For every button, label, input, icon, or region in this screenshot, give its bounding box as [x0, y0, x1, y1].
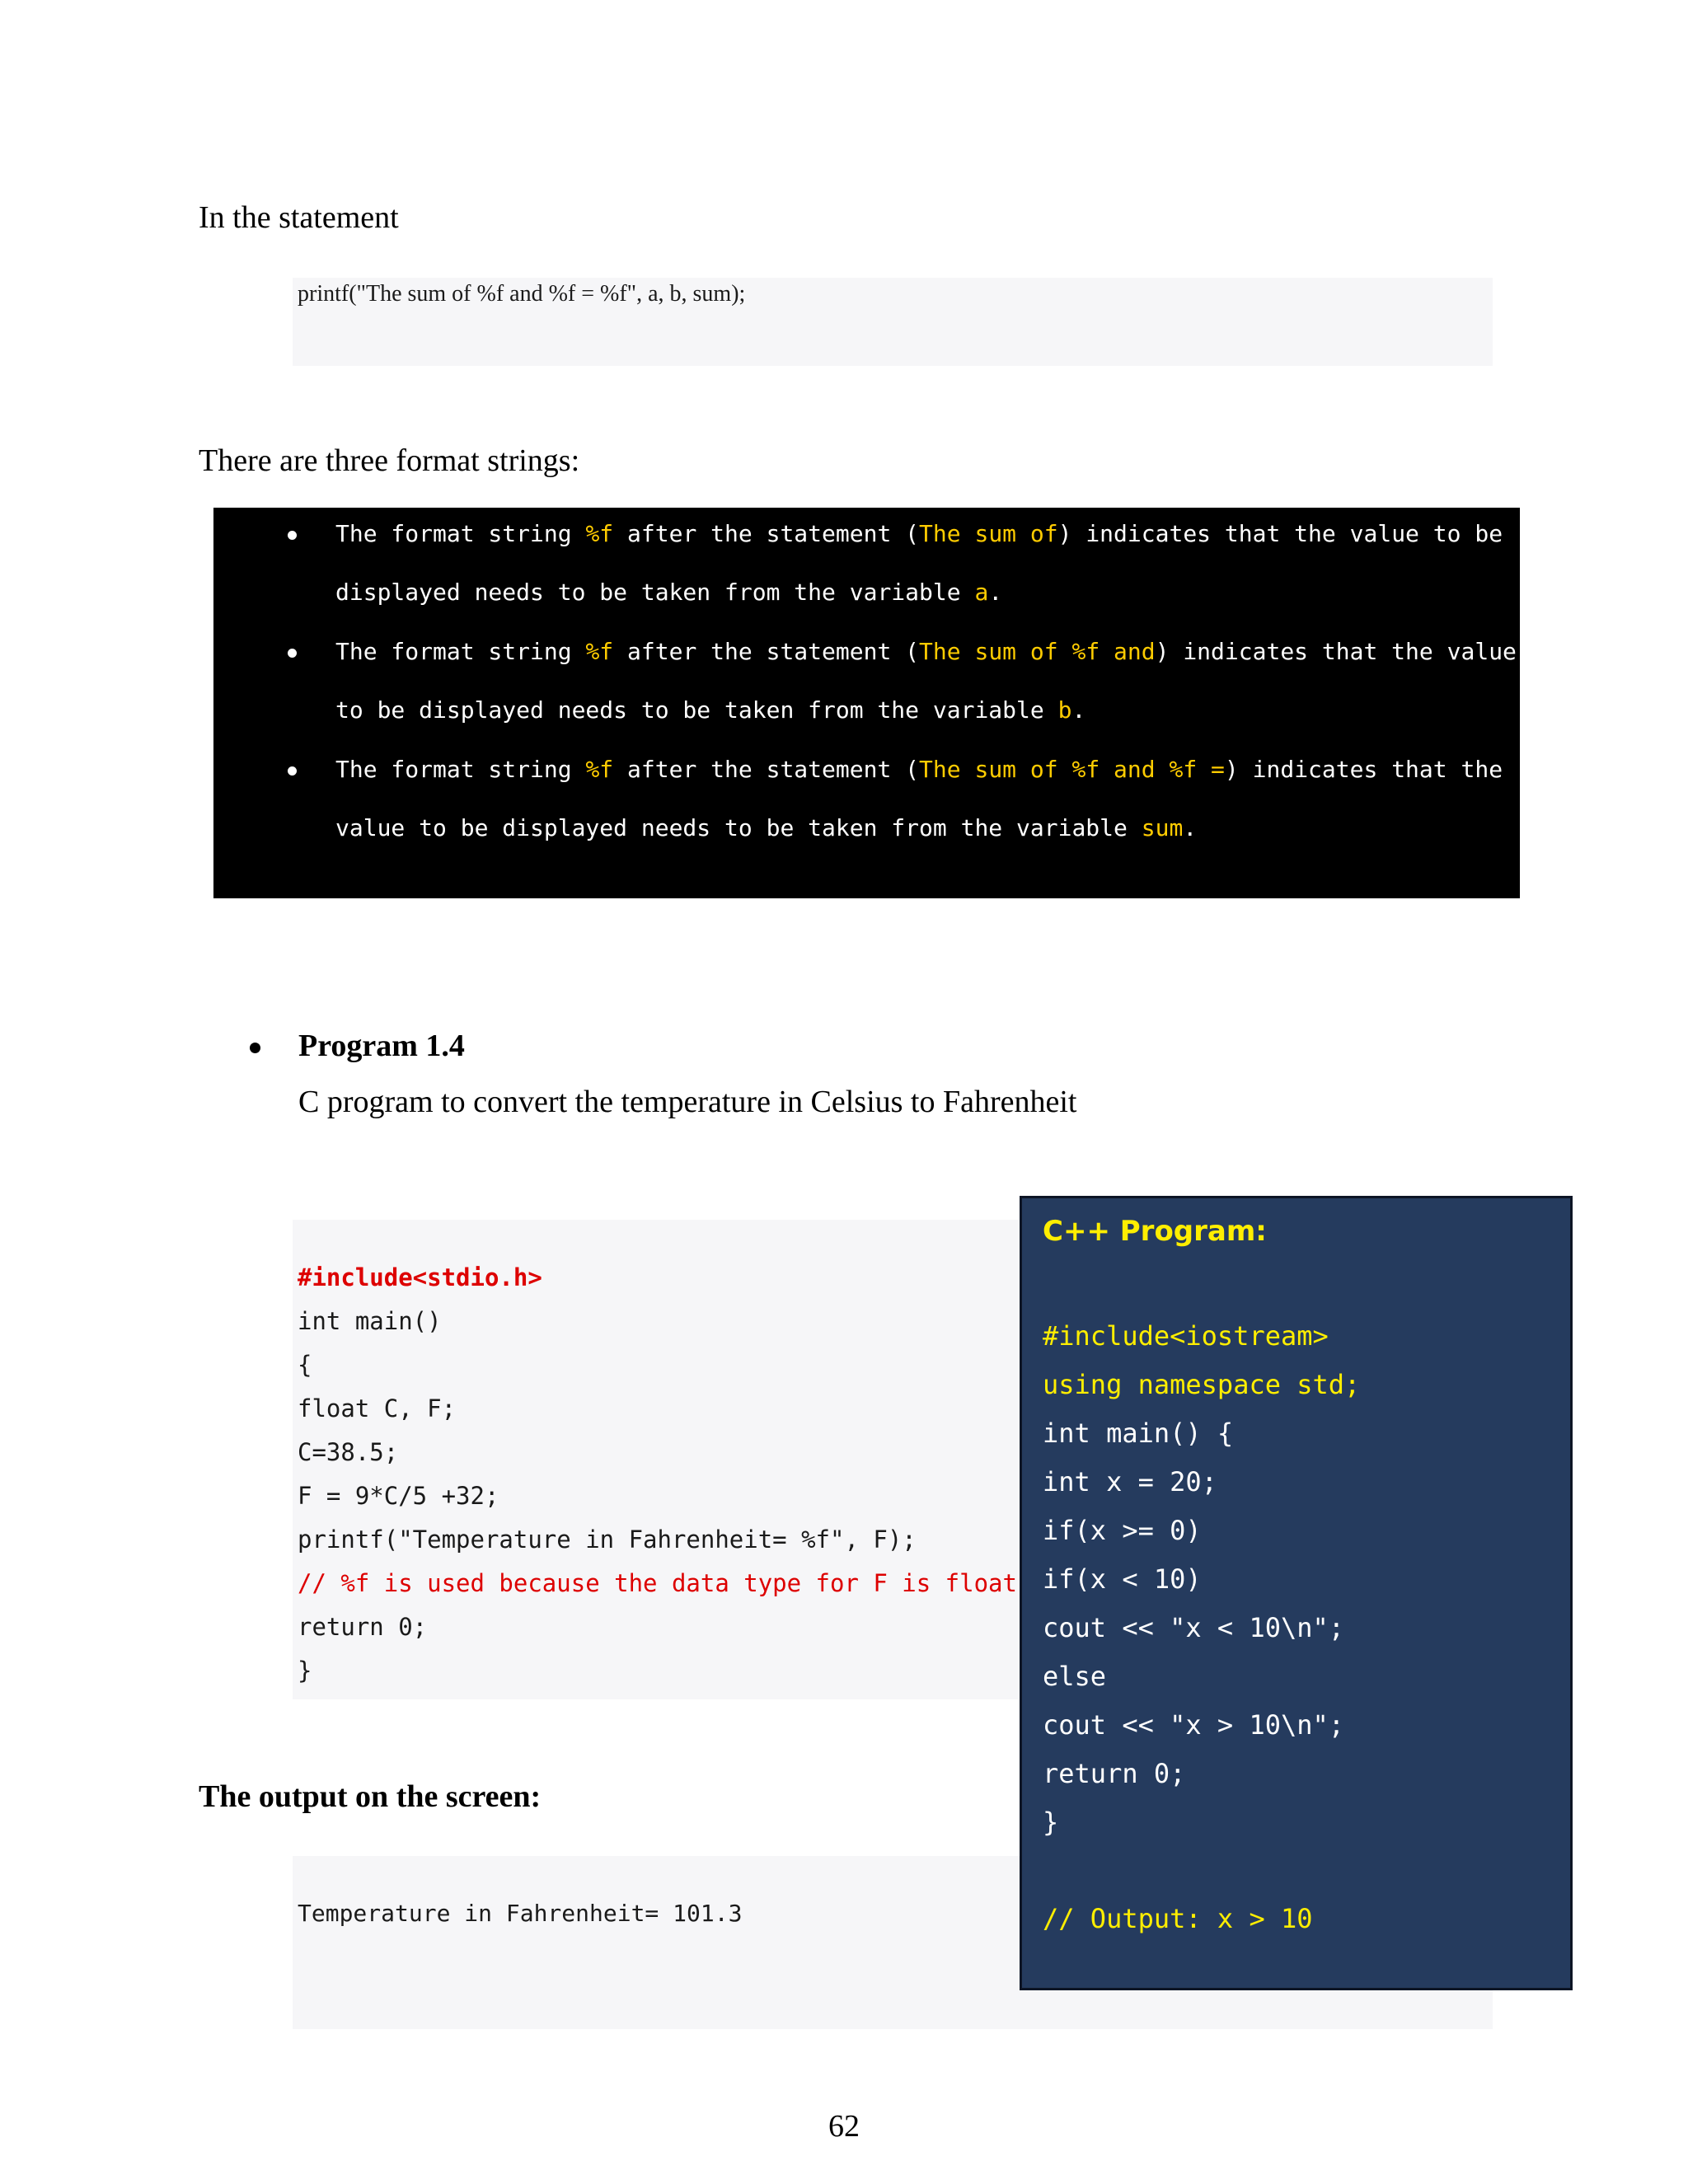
output-text: Temperature in Fahrenheit= 101.3 [298, 1900, 743, 1927]
format-strings-heading: There are three format strings: [199, 443, 580, 478]
code-line: { [298, 1351, 312, 1379]
code-line: C=38.5; [298, 1438, 399, 1466]
format-note-1-line-2: displayed needs to be taken from the variable a. [335, 579, 1003, 606]
program-description: C program to convert the temperature in Celsius to Fahrenheit [298, 1085, 1077, 1119]
intro-text: In the statement [199, 200, 399, 235]
code-line: return 0; [298, 1613, 428, 1641]
code-line: float C, F; [298, 1394, 457, 1422]
format-note-2-line-2: to be displayed needs to be taken from the variable b. [335, 696, 1086, 724]
bullet-icon [288, 649, 297, 658]
code-line: F = 9*C/5 +32; [298, 1482, 499, 1510]
format-note-2-line-1: The format string %f after the statement (The sum of %f and) indicates that the value [335, 638, 1517, 665]
output-heading: The output on the screen: [199, 1779, 542, 1814]
code-line: #include<stdio.h> [298, 1263, 542, 1291]
cpp-code-line: else [1043, 1661, 1107, 1692]
cpp-code-line: using namespace std; [1043, 1369, 1361, 1400]
format-note-3-line-1: The format string %f after the statement (The sum of %f and %f =) indicates that the [335, 756, 1503, 783]
bullet-icon [288, 766, 297, 776]
page-number: 62 [828, 2109, 860, 2144]
cpp-code-line: #include<iostream> [1043, 1320, 1329, 1352]
cpp-program-box [1020, 1196, 1573, 1990]
cpp-code-line: cout << "x < 10\n"; [1043, 1612, 1345, 1643]
code-line: printf("Temperature in Fahrenheit= %f", F); [298, 1526, 917, 1554]
cpp-code-line: int x = 20; [1043, 1466, 1217, 1497]
cpp-program-title: C++ Program: [1043, 1215, 1267, 1248]
bullet-icon [250, 1043, 260, 1053]
cpp-code-line: if(x < 10) [1043, 1563, 1202, 1595]
format-note-1-line-1: The format string %f after the statement (The sum of) indicates that the value to be [335, 520, 1503, 547]
program-title: Program 1.4 [298, 1029, 465, 1063]
code-line: } [298, 1657, 312, 1685]
c-code-block [293, 1220, 1018, 1699]
statement-code: printf("The sum of %f and %f = %f", a, b, sum); [298, 281, 746, 307]
cpp-code-line: } [1043, 1807, 1059, 1838]
cpp-code-line: return 0; [1043, 1758, 1186, 1789]
cpp-output-comment: // Output: x > 10 [1043, 1903, 1313, 1934]
code-line: int main() [298, 1307, 442, 1335]
cpp-code-line: int main() { [1043, 1418, 1234, 1449]
statement-code-block [293, 278, 1493, 366]
format-note-3-line-2: value to be displayed needs to be taken from the variable sum. [335, 814, 1198, 841]
format-notes-box [213, 508, 1520, 898]
code-comment: // %f is used because the data type for F is float [298, 1569, 1017, 1597]
cpp-code-line: if(x >= 0) [1043, 1515, 1202, 1546]
cpp-code-line: cout << "x > 10\n"; [1043, 1709, 1345, 1741]
bullet-icon [288, 531, 297, 540]
